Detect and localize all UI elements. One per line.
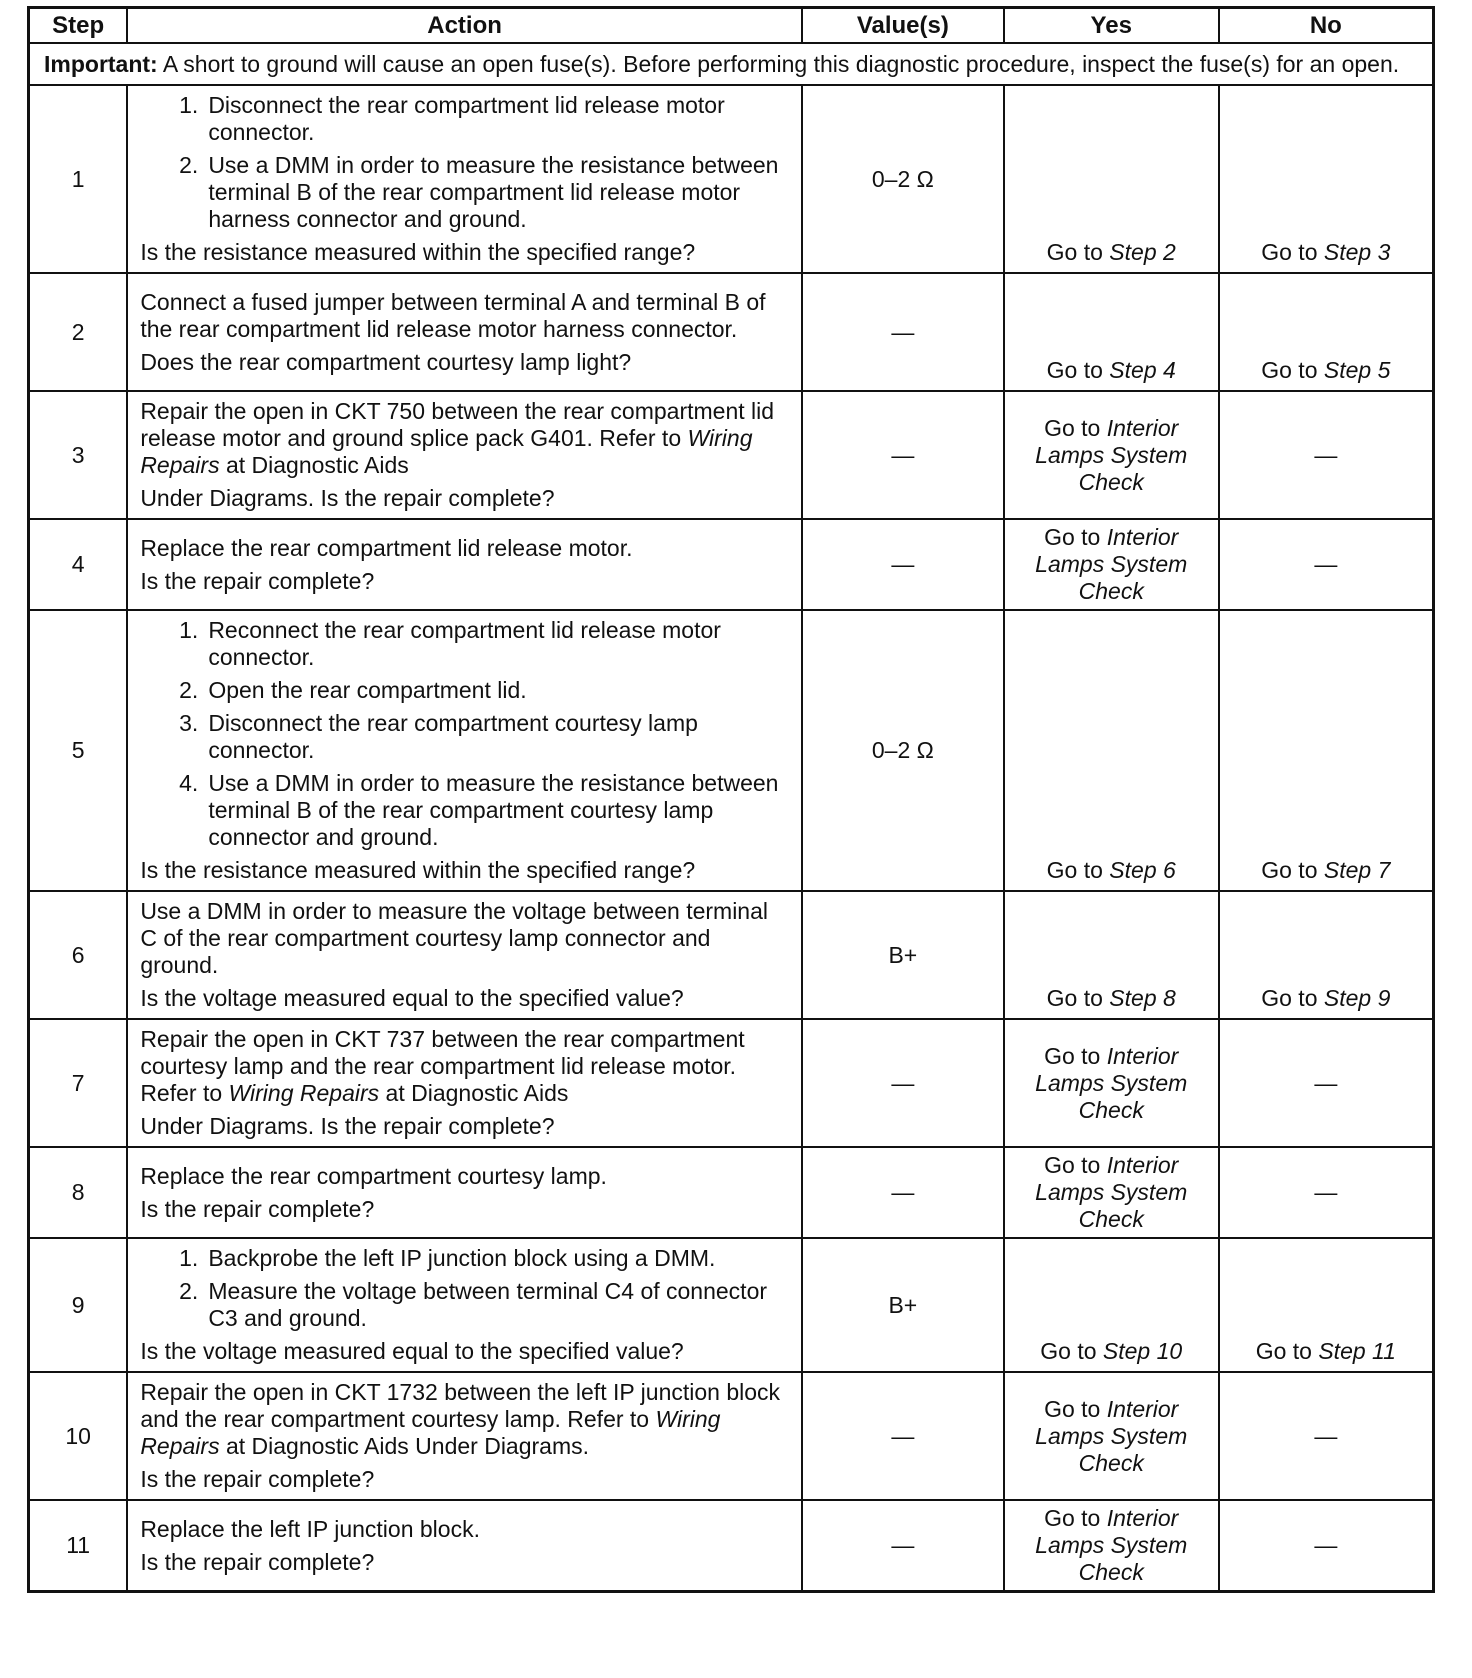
action-cell — [127, 891, 802, 1019]
yes-goto-target: Step 10 — [1102, 1338, 1183, 1364]
no-goto-target: Step 7 — [1323, 857, 1391, 883]
action-step-text: Open the rear compartment lid. — [208, 677, 527, 703]
step-number: 10 — [29, 1372, 128, 1500]
action-step-text: Reconnect the rear compartment lid release motor connector. — [208, 617, 721, 670]
no-goto-prefix: Go to — [1261, 985, 1324, 1011]
step-number: 2 — [29, 273, 128, 391]
action-cell — [127, 273, 802, 391]
action-text: Connect a fused jumper between terminal A and terminal B of the rear compartment lid release motor harness connector. — [140, 288, 766, 342]
no-cell: — — [1219, 1500, 1434, 1592]
yes-goto-prefix: Go to — [1044, 1395, 1107, 1422]
action-text-part: at Diagnostic Aids Under Diagrams. — [219, 1433, 590, 1459]
step-number: 6 — [29, 891, 128, 1019]
no-goto-target: Step 9 — [1323, 985, 1391, 1011]
yes-goto-target: Step 2 — [1109, 239, 1176, 265]
action-cell — [127, 1147, 802, 1238]
yes-goto-prefix: Go to — [1046, 985, 1110, 1011]
yes-cell — [1004, 1372, 1219, 1500]
action-step-item — [140, 1245, 787, 1272]
yes-goto-target: Interior Lamps System Check — [1035, 414, 1188, 495]
no-goto-target: Step 5 — [1323, 357, 1391, 383]
header-row — [29, 8, 1434, 44]
action-steps-list — [140, 92, 787, 233]
step-number: 1 — [29, 85, 128, 273]
value-cell: B+ — [802, 891, 1004, 1019]
value-cell: — — [802, 519, 1004, 610]
table-row — [29, 1372, 1434, 1500]
value-cell: — — [802, 1019, 1004, 1147]
yes-goto-prefix: Go to — [1046, 239, 1110, 265]
action-question: Under Diagrams. Is the repair complete? — [140, 485, 555, 511]
action-question: Does the rear compartment courtesy lamp light? — [140, 348, 632, 375]
table-row — [29, 1238, 1434, 1372]
action-cell — [127, 85, 802, 273]
yes-goto-target: Step 8 — [1109, 985, 1176, 1011]
step-number: 11 — [29, 1500, 128, 1592]
yes-goto-prefix: Go to — [1046, 357, 1110, 383]
yes-goto-prefix: Go to — [1044, 1042, 1107, 1069]
diagnostic-table — [27, 6, 1435, 1593]
action-text — [140, 1379, 787, 1460]
table-row — [29, 1147, 1434, 1238]
action-text-part: Repair the open in CKT 750 between the rear compartment lid release motor and ground splice pack G401. Refer to — [140, 398, 775, 451]
table-row — [29, 1019, 1434, 1147]
no-cell: — — [1219, 1019, 1434, 1147]
yes-cell — [1004, 1500, 1219, 1592]
no-cell — [1219, 891, 1434, 1019]
action-step-number: 1. — [179, 1245, 199, 1271]
no-cell: — — [1219, 519, 1434, 610]
action-text: Use a DMM in order to measure the voltage between terminal C of the rear compartment courtesy lamp connector and ground. — [140, 898, 768, 978]
header-no: No — [1219, 8, 1434, 44]
action-step-number: 2. — [179, 152, 199, 178]
header-step: Step — [29, 8, 128, 44]
no-cell: — — [1219, 1147, 1434, 1238]
header-yes: Yes — [1004, 8, 1219, 44]
yes-goto-prefix: Go to — [1044, 1505, 1107, 1531]
no-cell: — — [1219, 1372, 1434, 1500]
no-cell — [1219, 1238, 1434, 1372]
step-number: 4 — [29, 519, 128, 610]
yes-cell — [1004, 1147, 1219, 1238]
action-text — [140, 398, 787, 479]
step-number: 3 — [29, 391, 128, 519]
table-row — [29, 391, 1434, 519]
yes-goto-target: Interior Lamps System Check — [1035, 1152, 1188, 1232]
action-question: Is the repair complete? — [140, 1466, 375, 1492]
action-text-part: at Diagnostic Aids — [219, 452, 409, 478]
no-goto-target: Step 3 — [1323, 239, 1391, 265]
action-step-item — [140, 1278, 787, 1332]
action-cell — [127, 1238, 802, 1372]
action-step-item — [140, 710, 787, 764]
action-step-text: Disconnect the rear compartment lid release motor connector. — [208, 92, 725, 145]
action-step-number: 1. — [179, 92, 199, 118]
action-text-part: Repair the open in CKT 737 between the rear compartment courtesy lamp and the rear compartment lid release motor. Refer to — [140, 1026, 745, 1106]
reference-link-text: Wiring Repairs — [140, 1406, 721, 1459]
action-text-part: at Diagnostic Aids — [379, 1080, 569, 1106]
action-cell — [127, 1372, 802, 1500]
yes-cell — [1004, 891, 1219, 1019]
action-steps-list — [140, 1245, 787, 1332]
action-cell — [127, 1019, 802, 1147]
yes-goto-target: Step 6 — [1109, 857, 1176, 883]
action-text: Replace the left IP junction block. — [140, 1515, 480, 1542]
no-goto-prefix: Go to — [1261, 357, 1324, 383]
yes-goto-prefix: Go to — [1044, 524, 1107, 550]
no-goto-prefix: Go to — [1261, 239, 1324, 265]
header-action: Action — [127, 8, 802, 44]
action-step-text: Use a DMM in order to measure the resistance between terminal B of the rear compartment lid release motor harness connector and ground. — [208, 152, 779, 232]
action-step-item — [140, 770, 787, 851]
reference-link-text: Wiring Repairs — [140, 425, 753, 478]
no-goto-prefix: Go to — [1255, 1338, 1319, 1364]
yes-cell — [1004, 519, 1219, 610]
table-row — [29, 891, 1434, 1019]
yes-goto-prefix: Go to — [1044, 1152, 1107, 1178]
no-cell — [1219, 85, 1434, 273]
yes-cell — [1004, 391, 1219, 519]
value-cell: — — [802, 1372, 1004, 1500]
yes-goto-prefix: Go to — [1044, 414, 1107, 441]
value-cell: — — [802, 273, 1004, 391]
action-step-text: Backprobe the left IP junction block using a DMM. — [208, 1245, 716, 1271]
no-cell — [1219, 610, 1434, 891]
action-steps-list — [140, 617, 787, 851]
no-cell — [1219, 273, 1434, 391]
table-row — [29, 519, 1434, 610]
reference-link-text: Wiring Repairs — [228, 1080, 380, 1106]
yes-goto-target: Interior Lamps System Check — [1035, 1042, 1188, 1123]
action-cell — [127, 391, 802, 519]
important-row — [29, 43, 1434, 85]
action-step-number: 2. — [179, 1278, 199, 1304]
step-number: 7 — [29, 1019, 128, 1147]
diagnostic-table-sheet — [27, 6, 1435, 1593]
action-question: Is the resistance measured within the specified range? — [140, 239, 696, 265]
action-step-number: 4. — [179, 770, 199, 796]
yes-cell — [1004, 85, 1219, 273]
yes-goto-target: Interior Lamps System Check — [1035, 1505, 1188, 1585]
action-text: Replace the rear compartment courtesy lamp. — [140, 1162, 607, 1189]
value-cell: 0–2 Ω — [802, 85, 1004, 273]
table-row — [29, 85, 1434, 273]
action-step-text: Disconnect the rear compartment courtesy lamp connector. — [208, 710, 698, 763]
action-step-text: Measure the voltage between terminal C4 of connector C3 and ground. — [208, 1278, 768, 1331]
yes-goto-prefix: Go to — [1046, 857, 1110, 883]
action-question: Is the repair complete? — [140, 1195, 375, 1222]
yes-cell — [1004, 1238, 1219, 1372]
action-text-part: Repair the open in CKT 1732 between the left IP junction block and the rear compartment courtesy lamp. Refer to — [140, 1379, 781, 1432]
value-cell: B+ — [802, 1238, 1004, 1372]
yes-goto-target: Interior Lamps System Check — [1035, 1395, 1188, 1476]
yes-goto-target: Interior Lamps System Check — [1035, 524, 1188, 604]
action-step-number: 3. — [179, 710, 199, 736]
action-cell — [127, 1500, 802, 1592]
yes-cell — [1004, 1019, 1219, 1147]
table-row — [29, 1500, 1434, 1592]
yes-goto-target: Step 4 — [1109, 357, 1176, 383]
important-text: A short to ground will cause an open fuse(s). Before performing this diagnostic procedure, inspect the fuse(s) for an open. — [157, 51, 1400, 77]
important-note — [29, 43, 1434, 85]
action-question: Is the resistance measured within the specified range? — [140, 857, 696, 883]
step-number: 5 — [29, 610, 128, 891]
yes-cell — [1004, 610, 1219, 891]
action-step-item — [140, 677, 787, 704]
header-values: Value(s) — [802, 8, 1004, 44]
action-step-item — [140, 152, 787, 233]
yes-cell — [1004, 273, 1219, 391]
table-row — [29, 610, 1434, 891]
action-step-number: 1. — [179, 617, 199, 643]
value-cell: 0–2 Ω — [802, 610, 1004, 891]
action-question: Is the repair complete? — [140, 567, 375, 594]
action-text — [140, 1026, 787, 1107]
value-cell: — — [802, 1500, 1004, 1592]
action-question: Is the repair complete? — [140, 1548, 375, 1575]
value-cell: — — [802, 391, 1004, 519]
action-question: Under Diagrams. Is the repair complete? — [140, 1113, 555, 1139]
action-step-number: 2. — [179, 677, 199, 703]
action-step-item — [140, 617, 787, 671]
no-goto-target: Step 11 — [1318, 1338, 1396, 1364]
action-cell — [127, 610, 802, 891]
action-question: Is the voltage measured equal to the specified value? — [140, 1338, 684, 1364]
action-question: Is the voltage measured equal to the specified value? — [140, 985, 684, 1011]
no-goto-prefix: Go to — [1261, 857, 1324, 883]
action-cell — [127, 519, 802, 610]
important-label: Important: — [44, 51, 158, 77]
step-number: 8 — [29, 1147, 128, 1238]
no-cell: — — [1219, 391, 1434, 519]
step-number: 9 — [29, 1238, 128, 1372]
table-row — [29, 273, 1434, 391]
action-step-text: Use a DMM in order to measure the resistance between terminal B of the rear compartment courtesy lamp connector and ground. — [208, 770, 779, 850]
value-cell: — — [802, 1147, 1004, 1238]
action-step-item — [140, 92, 787, 146]
yes-goto-prefix: Go to — [1040, 1338, 1103, 1364]
action-text: Replace the rear compartment lid release motor. — [140, 534, 633, 561]
